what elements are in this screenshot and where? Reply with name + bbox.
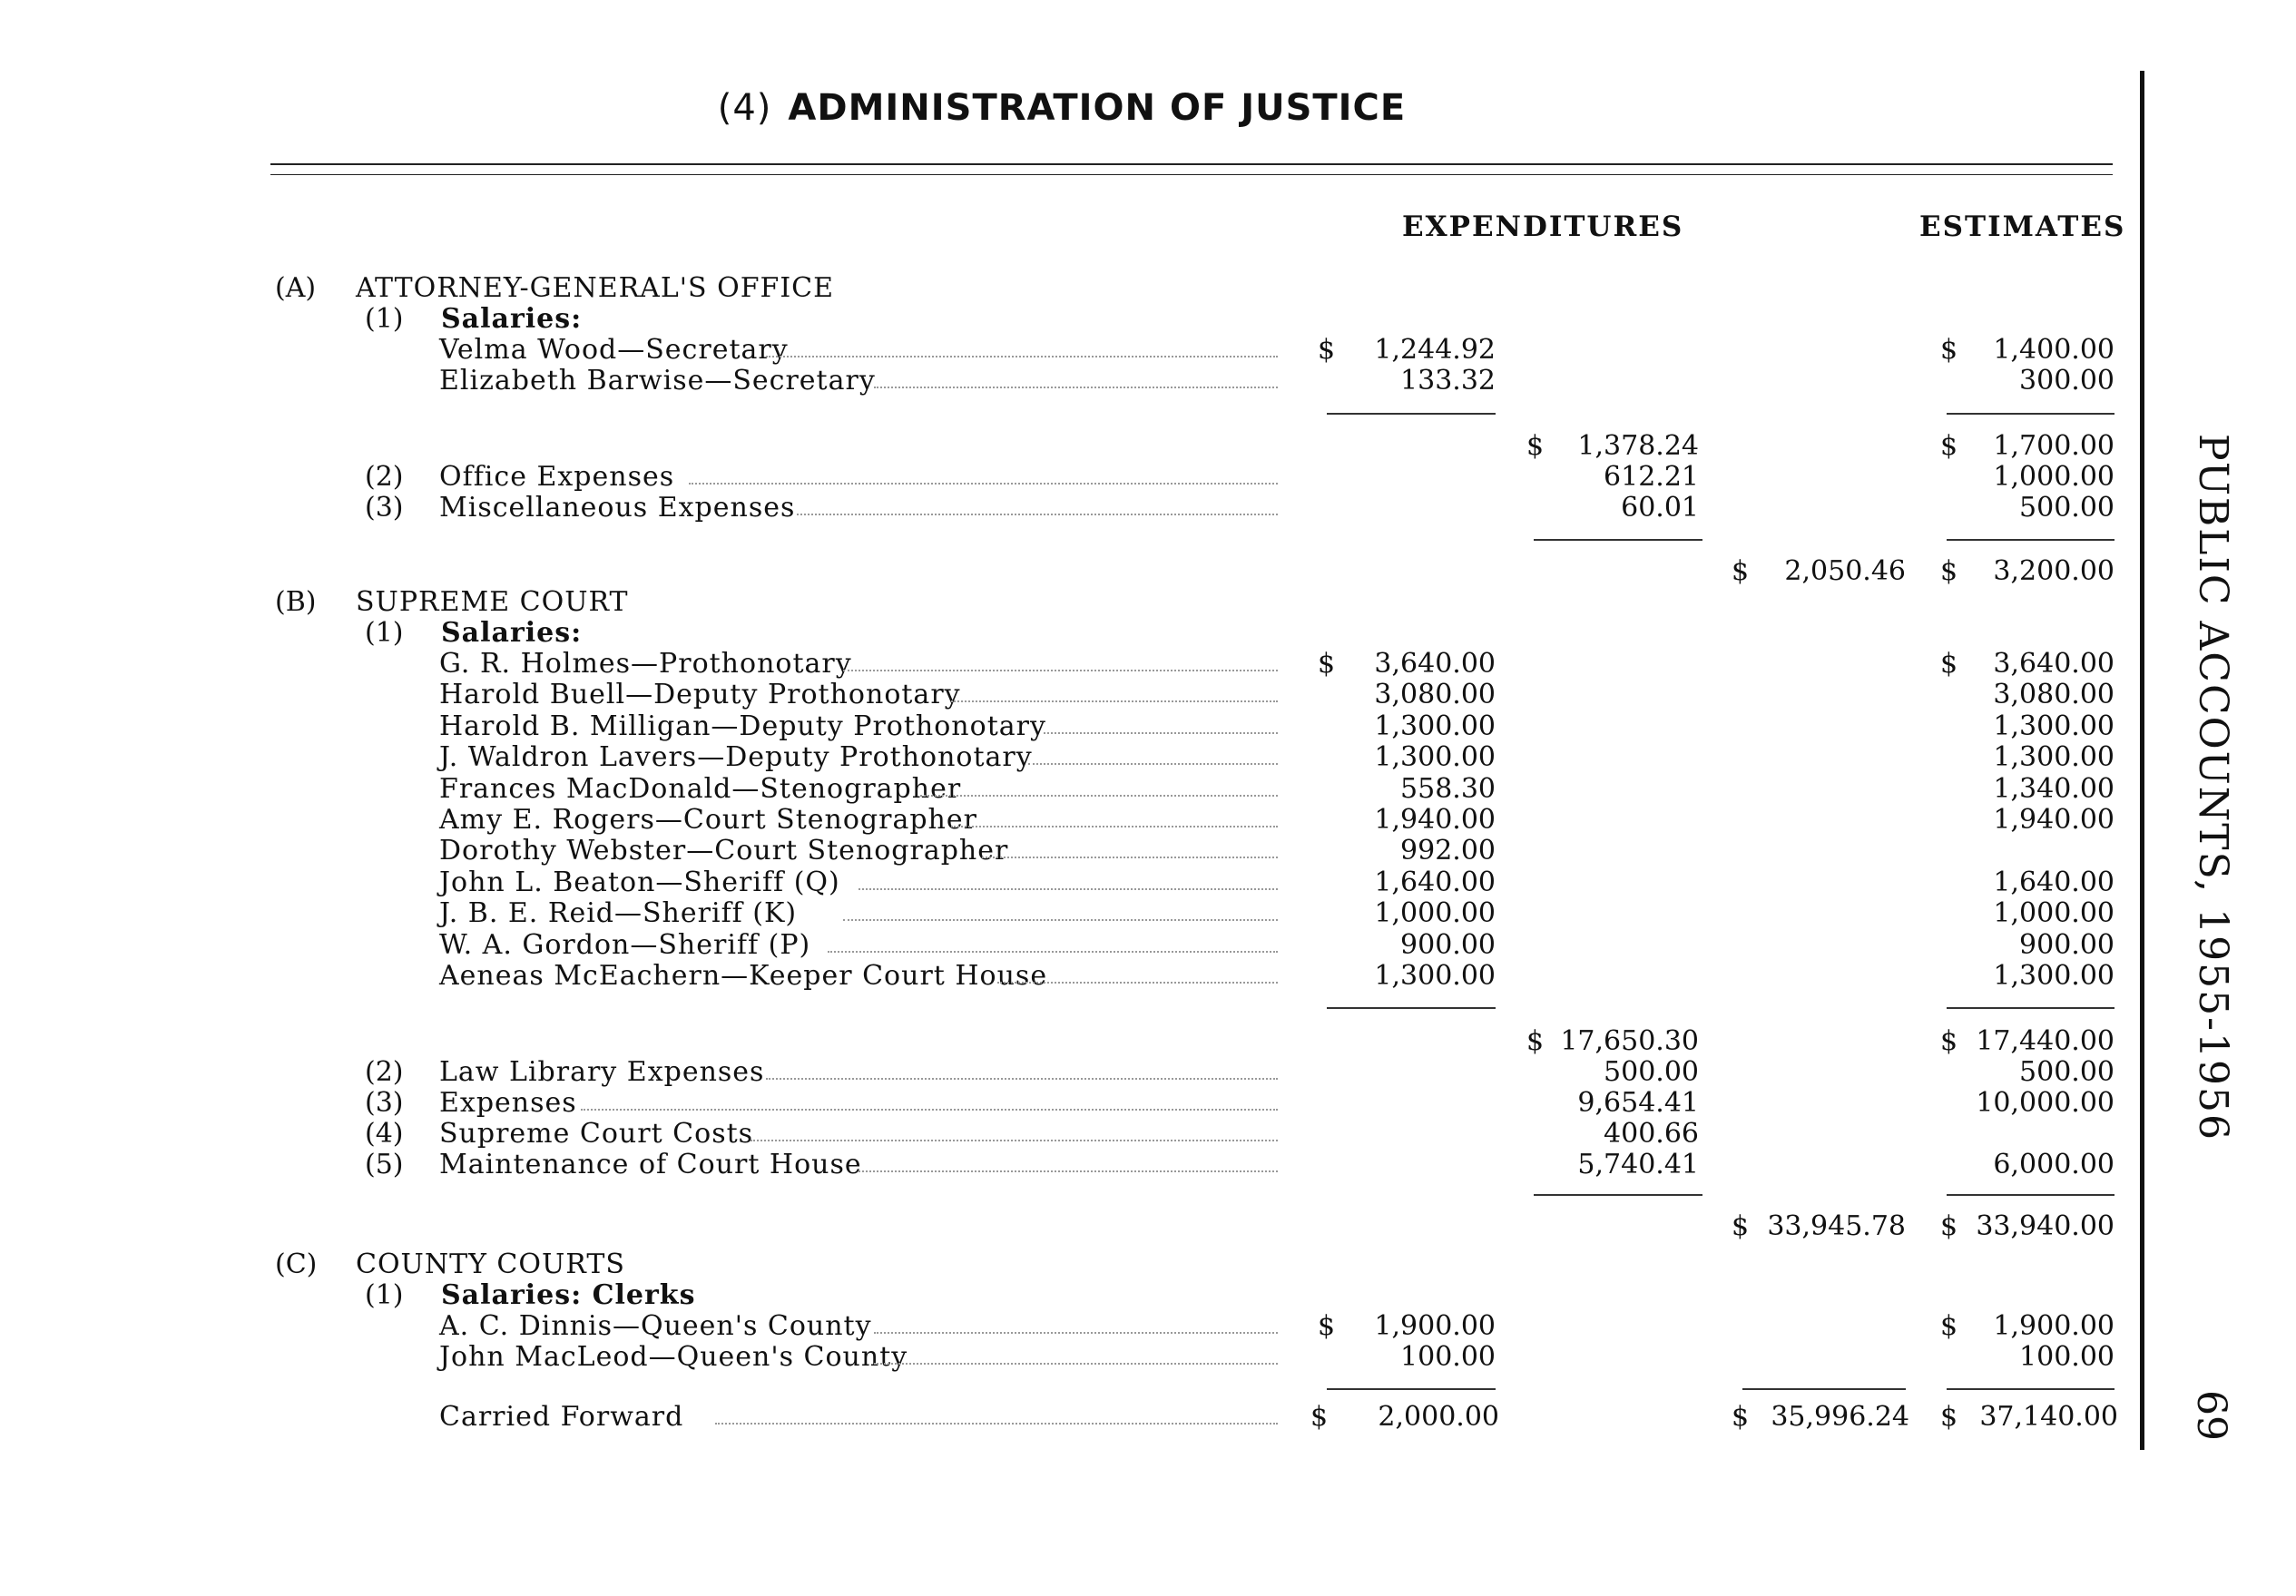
item-number: (1) — [365, 303, 404, 335]
item-name: Miscellaneous Expenses — [439, 492, 796, 524]
item-name: Office Expenses — [439, 461, 675, 493]
payee-name: John MacLeod—Queen's County — [439, 1341, 908, 1373]
subtotal-row — [0, 1025, 2124, 1056]
expenditure-amount: 1,300.00 — [1374, 741, 1496, 774]
currency-sign: $ — [1940, 430, 1958, 462]
expenditure-amount: 612.21 — [1604, 461, 1699, 493]
payee-name: Elizabeth Barwise—Secretary — [439, 365, 876, 397]
leader-dots — [843, 670, 1278, 671]
estimate-amount: 3,080.00 — [1993, 679, 2114, 711]
leader-dots — [859, 888, 1278, 890]
expenditure-amount: 1,000.00 — [1374, 897, 1496, 930]
currency-sign: $ — [1310, 1401, 1329, 1433]
leader-dots — [797, 514, 1278, 515]
currency-sign: $ — [1732, 555, 1750, 587]
expenditure-amount: 9,654.41 — [1577, 1087, 1699, 1119]
payee-name: J. Waldron Lavers—Deputy Prothonotary — [439, 741, 1033, 774]
section-title: ADMINISTRATION OF JUSTICE — [788, 87, 1407, 129]
expenditure-amount: 1,300.00 — [1374, 960, 1496, 992]
header-rule-bottom — [270, 174, 2113, 175]
estimate-amount: 1,400.00 — [1993, 334, 2114, 366]
item-number: (1) — [365, 1279, 404, 1311]
leader-dots — [689, 483, 1278, 485]
expense-item-row — [0, 1056, 2124, 1087]
section-heading — [0, 1248, 2124, 1279]
estimate-amount: 500.00 — [2019, 1056, 2114, 1088]
expense-item-row — [0, 1118, 2124, 1149]
subtotal-rule — [1947, 539, 2114, 541]
leader-dots — [997, 982, 1278, 984]
currency-sign: $ — [1318, 334, 1336, 366]
leader-dots — [843, 919, 1278, 921]
leader-dots — [1028, 763, 1278, 765]
section-title: COUNTY COURTS — [356, 1248, 625, 1280]
leader-dots — [874, 387, 1278, 388]
carried-forward-label: Carried Forward — [439, 1401, 684, 1433]
payee-name: Amy E. Rogers—Court Stenographer — [439, 804, 977, 836]
estimate-amount: 10,000.00 — [1976, 1087, 2114, 1119]
leader-dots — [874, 1363, 1278, 1365]
leader-dots — [751, 1140, 1278, 1141]
section-heading — [0, 272, 2124, 303]
expenditure-amount: 400.66 — [1604, 1118, 1699, 1150]
estimate-amount: 1,300.00 — [1993, 960, 2114, 992]
item-number: (4) — [365, 1118, 404, 1150]
expenditure-amount: 992.00 — [1400, 835, 1496, 867]
page-title — [0, 87, 2124, 129]
subtotal-expenditure: 17,650.30 — [1560, 1025, 1699, 1057]
estimate-amount: 1,000.00 — [1993, 897, 2114, 930]
subheading: Salaries: — [441, 617, 583, 649]
section-total-expenditure: 33,945.78 — [1767, 1210, 1906, 1242]
subheading-row — [0, 1279, 2124, 1310]
estimate-amount: 1,340.00 — [1993, 772, 2114, 805]
section-heading — [0, 586, 2124, 617]
section-total-expenditure: 2,050.46 — [1784, 555, 1906, 587]
salary-row — [0, 897, 2124, 928]
estimate-amount: 1,940.00 — [1993, 804, 2114, 836]
subtotal-rule — [1534, 1194, 1702, 1196]
leader-dots — [715, 1423, 1278, 1425]
currency-sign: $ — [1940, 1210, 1958, 1242]
expenditure-amount: 1,244.92 — [1374, 334, 1496, 366]
item-name: Expenses — [439, 1087, 577, 1119]
leader-dots — [920, 795, 1278, 797]
estimate-amount: 1,300.00 — [1993, 710, 2114, 742]
subheading: Salaries: Clerks — [441, 1279, 696, 1311]
carried-forward-expenditure: 2,000.00 — [1378, 1401, 1499, 1433]
salary-row — [0, 960, 2124, 991]
payee-name: John L. Beaton—Sheriff (Q) — [439, 866, 840, 898]
section-total-row — [0, 555, 2124, 586]
subtotal-expenditure: 1,378.24 — [1577, 430, 1699, 462]
estimate-amount: 1,900.00 — [1993, 1310, 2114, 1342]
estimate-amount: 1,640.00 — [1993, 866, 2114, 898]
payee-name: Aeneas McEachern—Keeper Court House — [439, 960, 1048, 992]
payee-name: Harold B. Milligan—Deputy Prothonotary — [439, 710, 1046, 742]
subtotal-rule — [1947, 1388, 2114, 1390]
expenditure-amount: 60.01 — [1621, 492, 1699, 524]
running-title: PUBLIC ACCOUNTS, 1955-1956 — [2190, 434, 2236, 1141]
section-total-estimate: 3,200.00 — [1993, 555, 2114, 587]
subheading-row — [0, 303, 2124, 334]
currency-sign: $ — [1526, 1025, 1545, 1057]
salary-row — [0, 741, 2124, 772]
leader-dots — [766, 356, 1278, 357]
leader-dots — [766, 1078, 1278, 1080]
item-name: Law Library Expenses — [439, 1056, 765, 1088]
payee-name: Frances MacDonald—Stenographer — [439, 772, 962, 805]
currency-sign: $ — [1940, 648, 1958, 680]
estimate-amount: 6,000.00 — [1993, 1149, 2114, 1180]
currency-sign: $ — [1318, 1310, 1336, 1342]
estimate-amount: 1,000.00 — [1993, 461, 2114, 493]
leader-dots — [951, 700, 1278, 702]
salary-row — [0, 365, 2124, 396]
item-number: (2) — [365, 461, 404, 493]
estimate-amount: 1,300.00 — [1993, 741, 2114, 774]
expenditure-amount: 5,740.41 — [1577, 1149, 1699, 1180]
subtotal-rule — [1534, 539, 1702, 541]
item-number: (5) — [365, 1149, 404, 1180]
payee-name: A. C. Dinnis—Queen's County — [439, 1310, 872, 1342]
subtotal-rule — [1947, 1007, 2114, 1009]
leader-dots — [828, 951, 1278, 953]
subtotal-rule — [1327, 1007, 1496, 1009]
subtotal-estimate: 1,700.00 — [1993, 430, 2114, 462]
section-total-row — [0, 1210, 2124, 1241]
expense-item-row — [0, 1087, 2124, 1118]
estimate-amount: 900.00 — [2019, 928, 2114, 961]
leader-dots — [951, 826, 1278, 827]
estimate-amount: 100.00 — [2019, 1341, 2114, 1373]
leader-dots — [874, 1332, 1278, 1334]
subtotal-rule — [1947, 1194, 2114, 1196]
salary-row — [0, 804, 2124, 835]
expenditure-amount: 900.00 — [1400, 928, 1496, 961]
currency-sign: $ — [1526, 430, 1545, 462]
estimate-amount: 300.00 — [2019, 365, 2114, 397]
currency-sign: $ — [1732, 1210, 1750, 1242]
leader-dots — [859, 1170, 1278, 1172]
estimate-amount: 500.00 — [2019, 492, 2114, 524]
expenditure-amount: 100.00 — [1400, 1341, 1496, 1373]
carried-forward-estimate: 37,140.00 — [1979, 1401, 2118, 1433]
currency-sign: $ — [1940, 1310, 1958, 1342]
estimate-amount: 3,640.00 — [1993, 648, 2114, 680]
salary-row — [0, 648, 2124, 679]
payee-name: J. B. E. Reid—Sheriff (K) — [439, 897, 798, 930]
salary-row — [0, 679, 2124, 710]
expense-item-row — [0, 1149, 2124, 1180]
expenditure-amount: 3,080.00 — [1374, 679, 1496, 711]
carried-forward-row — [0, 1401, 2124, 1432]
section-total-estimate: 33,940.00 — [1976, 1210, 2114, 1242]
payee-name: Harold Buell—Deputy Prothonotary — [439, 679, 961, 711]
leader-dots — [1044, 732, 1278, 734]
header-rule-top — [270, 163, 2113, 165]
expenditure-amount: 1,640.00 — [1374, 866, 1496, 898]
salary-row — [0, 1310, 2124, 1341]
page-number: 69 — [2188, 1390, 2234, 1441]
expense-item-row — [0, 492, 2124, 523]
subheading: Salaries: — [441, 303, 583, 335]
carried-forward-total: 35,996.24 — [1771, 1401, 1909, 1433]
salary-row — [0, 835, 2124, 866]
leader-dots — [982, 857, 1278, 858]
section-number: (4) — [717, 87, 772, 129]
expenditure-amount: 500.00 — [1604, 1056, 1699, 1088]
currency-sign: $ — [1318, 648, 1336, 680]
subtotal-row — [0, 430, 2124, 461]
payee-name: Velma Wood—Secretary — [439, 334, 789, 366]
leader-dots — [581, 1109, 1278, 1111]
currency-sign: $ — [1732, 1401, 1750, 1433]
column-header-estimates: ESTIMATES — [1919, 211, 2126, 243]
salary-row — [0, 929, 2124, 960]
currency-sign: $ — [1940, 1401, 1958, 1433]
subheading-row — [0, 617, 2124, 648]
expenditure-amount: 133.32 — [1400, 365, 1496, 397]
currency-sign: $ — [1940, 1025, 1958, 1057]
subtotal-estimate: 17,440.00 — [1976, 1025, 2114, 1057]
expenditure-amount: 3,640.00 — [1374, 648, 1496, 680]
salary-row — [0, 773, 2124, 804]
item-name: Supreme Court Costs — [439, 1118, 754, 1150]
currency-sign: $ — [1940, 555, 1958, 587]
salary-row — [0, 1341, 2124, 1372]
payee-name: G. R. Holmes—Prothonotary — [439, 648, 852, 680]
subtotal-rule — [1742, 1388, 1906, 1390]
expenditure-amount: 1,940.00 — [1374, 804, 1496, 836]
item-name: Maintenance of Court House — [439, 1149, 862, 1180]
section-title: SUPREME COURT — [356, 586, 629, 618]
currency-sign: $ — [1940, 334, 1958, 366]
salary-row — [0, 710, 2124, 741]
section-letter: (A) — [275, 272, 317, 304]
payee-name: Dorothy Webster—Court Stenographer — [439, 835, 1009, 867]
subtotal-rule — [1947, 413, 2114, 415]
margin-rule — [2140, 71, 2144, 1450]
salary-row — [0, 867, 2124, 897]
column-header-expenditures: EXPENDITURES — [1402, 211, 1684, 243]
section-letter: (B) — [275, 586, 317, 618]
item-number: (3) — [365, 1087, 404, 1119]
expenditure-amount: 1,300.00 — [1374, 710, 1496, 742]
subtotal-rule — [1327, 413, 1496, 415]
item-number: (1) — [365, 617, 404, 649]
expense-item-row — [0, 461, 2124, 492]
section-title: ATTORNEY-GENERAL'S OFFICE — [356, 272, 835, 304]
section-letter: (C) — [275, 1248, 318, 1280]
expenditure-amount: 558.30 — [1400, 772, 1496, 805]
item-number: (2) — [365, 1056, 404, 1088]
item-number: (3) — [365, 492, 404, 524]
subtotal-rule — [1327, 1388, 1496, 1390]
payee-name: W. A. Gordon—Sheriff (P) — [439, 928, 811, 961]
expenditure-amount: 1,900.00 — [1374, 1310, 1496, 1342]
salary-row — [0, 334, 2124, 365]
